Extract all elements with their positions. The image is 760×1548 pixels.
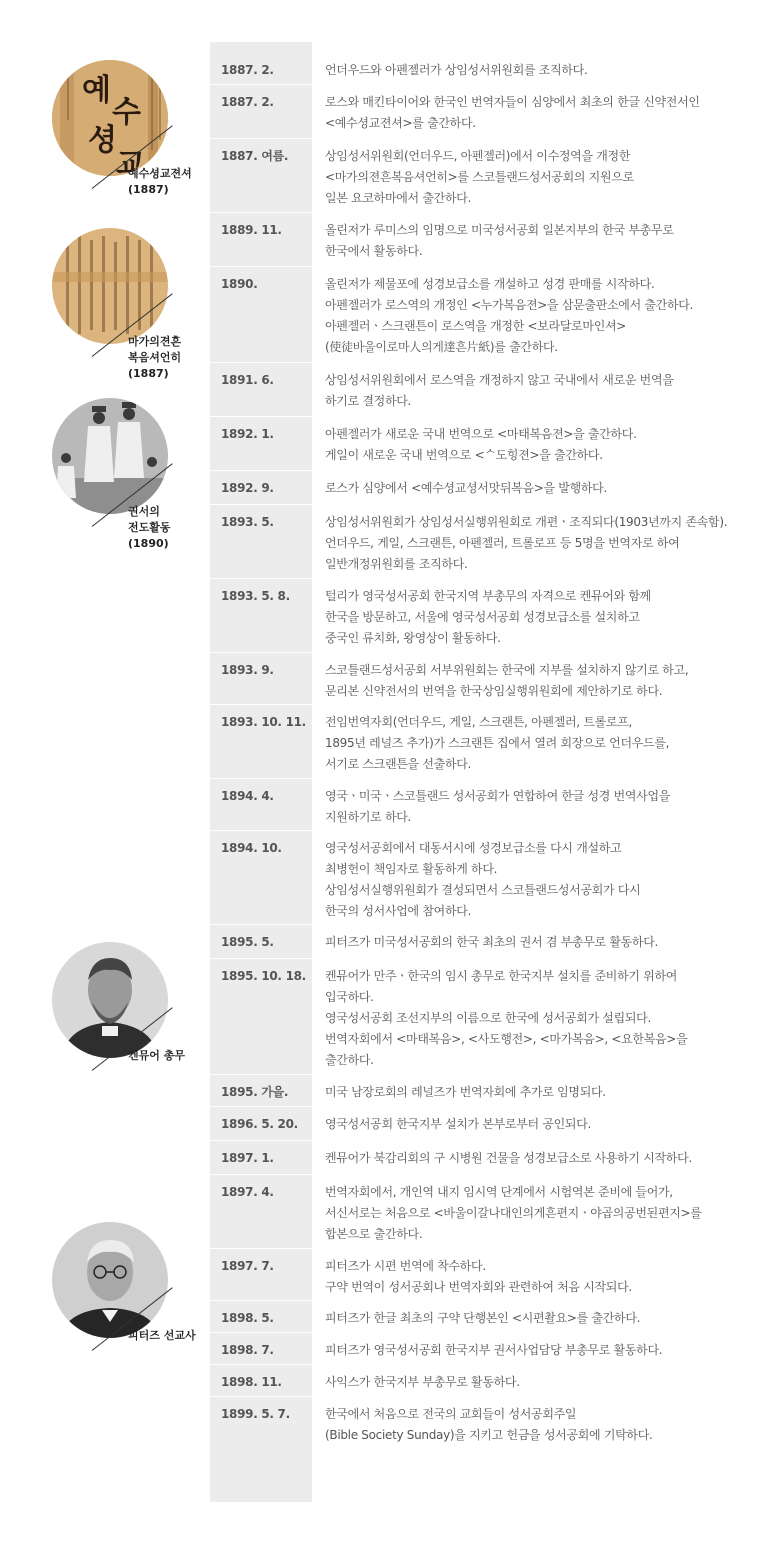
entry-text-line: 구약 번역이 성서공회나 번역자회와 관련하여 처음 시작되다. — [325, 1280, 632, 1294]
entry-text-line: 서신서로는 처음으로 <바울이갈나대인의게흔편지ㆍ야곱의공번된편지>를 — [325, 1206, 702, 1220]
entry-separator — [210, 958, 760, 959]
entry-text — [325, 478, 755, 499]
entry-text — [325, 1308, 755, 1329]
entry-text — [325, 1256, 755, 1298]
entry-separator — [210, 1332, 760, 1333]
entry-text-line: 한국에서 처음으로 전국의 교회들이 성서공회주일 — [325, 1407, 577, 1421]
entry-text-line: (使徒바울이로마人의게達흔片紙)를 출간하다. — [325, 340, 558, 354]
entry-date: 1892. 1. — [221, 427, 274, 441]
entry-separator — [210, 1364, 760, 1365]
entry-text-line: 아펜젤러가 새로운 국내 번역으로 <마태복음젼>을 출간하다. — [325, 427, 637, 441]
entry-text-line: 한국에서 활동하다. — [325, 244, 423, 258]
figure-caption: 마가의젼흔 복음셔언히 (1887) — [128, 335, 182, 380]
entry-text — [325, 1082, 755, 1103]
entry-text — [325, 838, 755, 922]
entry-text-line: 언더우드와 아펜젤러가 상임성서위원회를 조직하다. — [325, 63, 588, 77]
entry-separator — [210, 830, 760, 831]
entry-text — [325, 712, 755, 775]
entry-separator — [210, 212, 760, 213]
entry-text-line: 언더우드, 게일, 스크랜튼, 아펜젤러, 트롤로프 등 5명을 번역자로 하여 — [325, 536, 680, 550]
entry-separator — [210, 924, 760, 925]
entry-text — [325, 1114, 755, 1135]
entry-text — [325, 370, 755, 412]
entry-separator — [210, 1106, 760, 1107]
entry-text-line: 피터즈가 영국성서공회 한국지부 권서사업담당 부총무로 활동하다. — [325, 1343, 663, 1357]
figure-caption: 켄뮤어 총무 — [128, 1049, 185, 1062]
entry-date: 1895. 5. — [221, 935, 274, 949]
figure-caption: 피터즈 선교사 — [128, 1329, 196, 1342]
entry-date: 1887. 2. — [221, 95, 274, 109]
entry-separator — [210, 1140, 760, 1141]
entry-text — [325, 1404, 755, 1446]
entry-text — [325, 92, 755, 134]
entry-date: 1897. 1. — [221, 1151, 274, 1165]
entry-text-line: 하기로 결정하다. — [325, 394, 412, 408]
entry-text — [325, 424, 755, 466]
entry-date: 1891. 6. — [221, 373, 274, 387]
entry-separator — [210, 470, 760, 471]
entry-date: 1890. — [221, 277, 258, 291]
entry-date: 1897. 7. — [221, 1259, 274, 1273]
figure-caption: 예수셩교젼셔 (1887) — [128, 167, 192, 196]
entry-text-line: 영국ㆍ미국ㆍ스코틀랜드 성서공회가 연합하여 한글 성경 번역사업을 — [325, 789, 671, 803]
entry-separator — [210, 266, 760, 267]
entry-text — [325, 274, 755, 358]
entry-text — [325, 1182, 755, 1245]
entry-separator — [210, 362, 760, 363]
entry-text — [325, 60, 755, 81]
entry-date: 1898. 11. — [221, 1375, 282, 1389]
entry-separator — [210, 1300, 760, 1301]
entry-text-line: 한국을 방문하고, 서울에 영국성서공회 성경보급소를 설치하고 — [325, 610, 640, 624]
entry-text — [325, 966, 755, 1071]
entry-date: 1896. 5. 20. — [221, 1117, 298, 1131]
entry-separator — [210, 84, 760, 85]
entry-separator — [210, 1248, 760, 1249]
entry-text-line: 털리가 영국성서공회 한국지역 부총무의 자격으로 켄뮤어와 함께 — [325, 589, 651, 603]
entry-date: 1897. 4. — [221, 1185, 274, 1199]
entry-text-line: 중국인 류치화, 왕영상이 활동하다. — [325, 631, 501, 645]
entry-text-line: 로스가 심양에서 <예수셩교셩서맛뒤복음>을 발행하다. — [325, 481, 607, 495]
figure-caption: 권서의 전도활동 (1890) — [128, 505, 171, 550]
entry-text — [325, 512, 755, 575]
svg-text:수: 수 — [112, 95, 141, 130]
entry-text-line: 문리본 신약전서의 번역을 한국상임실행위원회에 제안하기로 하다. — [325, 684, 663, 698]
entry-text-line: 아펜젤러ㆍ스크랜튼이 로스역을 개정한 <보라달로마인셔> — [325, 319, 627, 333]
entry-text-line: 합본으로 출간하다. — [325, 1227, 423, 1241]
entry-text-line: 상임성서위원회(언더우드, 아펜젤러)에서 이수정역을 개정한 — [325, 149, 631, 163]
entry-text-line: 번역자회에서, 개인역 내지 임시역 단계에서 시험역본 준비에 들어가, — [325, 1185, 673, 1199]
svg-text:교: 교 — [116, 147, 145, 176]
entry-text — [325, 1372, 755, 1393]
entry-text-line: 스코틀랜드성서공회 서부위원회는 한국에 지부를 설치하지 않기로 하고, — [325, 663, 689, 677]
entry-text-line: 상임성서실행위원회가 결성되면서 스코틀랜드성서공회가 다시 — [325, 883, 641, 897]
entry-date: 1895. 10. 18. — [221, 969, 306, 983]
entry-text-line: 일반개정위원회를 조직하다. — [325, 557, 468, 571]
entry-text-line: 로스와 매킨타이어와 한국인 번역자들이 심양에서 최초의 한글 신약전서인 — [325, 95, 700, 109]
entry-separator — [210, 704, 760, 705]
entry-text-line: 일본 요코하마에서 출간하다. — [325, 191, 472, 205]
entry-text-line: 영국성서공회에서 대동서시에 성경보급소를 다시 개설하고 — [325, 841, 622, 855]
entry-date: 1887. 2. — [221, 63, 274, 77]
entry-date: 1893. 5. — [221, 515, 274, 529]
entry-text — [325, 660, 755, 702]
entry-date: 1889. 11. — [221, 223, 282, 237]
entry-separator — [210, 1396, 760, 1397]
entry-text-line: 상임성서위원회가 상임성서실행위원회로 개편ㆍ조직되다(1903년까지 존속함). — [325, 515, 728, 529]
entry-text-line: 켄뮤어가 북감리회의 구 시병원 건물을 성경보급소로 사용하기 시작하다. — [325, 1151, 692, 1165]
entry-text-line: 입국하다. — [325, 990, 374, 1004]
entry-date: 1898. 7. — [221, 1343, 274, 1357]
entry-text-line: 올린저가 루미스의 임명으로 미국성서공회 일본지부의 한국 부총무로 — [325, 223, 674, 237]
entry-text-line: <마가의젼흔복음셔언히>를 스코틀랜드성서공회의 지원으로 — [325, 170, 634, 184]
entry-date: 1893. 5. 8. — [221, 589, 290, 603]
entry-text-line: 켄뮤어가 만주ㆍ한국의 임시 총무로 한국지부 설치를 준비하기 위하여 — [325, 969, 678, 983]
entry-text-line: 최병헌이 책임자로 활동하게 하다. — [325, 862, 498, 876]
entry-text-line: 상임성서위원회에서 로스역을 개정하지 않고 국내에서 새로운 번역을 — [325, 373, 674, 387]
entry-date: 1895. 가을. — [221, 1085, 289, 1099]
entry-text — [325, 146, 755, 209]
entry-text-line: 피터즈가 한글 최초의 구약 단행본인 <시편촬요>를 출간하다. — [325, 1311, 641, 1325]
entry-date: 1892. 9. — [221, 481, 274, 495]
entry-text — [325, 586, 755, 649]
entry-text-line: 전임번역자회(언더우드, 게일, 스크랜튼, 아펜젤러, 트롤로프, — [325, 715, 633, 729]
entry-text-line: 사익스가 한국지부 부총무로 활동하다. — [325, 1375, 520, 1389]
entry-text — [325, 932, 755, 953]
entry-text-line: 지원하기로 하다. — [325, 810, 412, 824]
entry-text-line: 게일이 새로운 국내 번역으로 <ᄉ도힝젼>을 출간하다. — [325, 448, 603, 462]
entry-text-line: 출간하다. — [325, 1053, 374, 1067]
entry-separator — [210, 138, 760, 139]
entry-date: 1894. 10. — [221, 841, 282, 855]
entry-separator — [210, 578, 760, 579]
entry-text — [325, 1148, 755, 1169]
entry-date: 1898. 5. — [221, 1311, 274, 1325]
entry-text-line: 번역자회에서 <마태복음>, <사도행전>, <마가복음>, <요한복음>을 — [325, 1032, 688, 1046]
entry-text-line: 올린저가 제물포에 성경보급소를 개설하고 성경 판매를 시작하다. — [325, 277, 655, 291]
entry-separator — [210, 778, 760, 779]
entry-text-line: 한국의 성서사업에 참여하다. — [325, 904, 472, 918]
entry-text-line: 1895년 레널즈 추가)가 스크랜튼 집에서 열려 회장으로 언더우드를, — [325, 736, 670, 750]
entry-text-line: <예수셩교젼셔>를 출간하다. — [325, 116, 476, 130]
entry-text — [325, 1340, 755, 1361]
entry-date: 1894. 4. — [221, 789, 274, 803]
entry-text-line: 영국성서공회 한국지부 설치가 본부로부터 공인되다. — [325, 1117, 591, 1131]
entry-date: 1899. 5. 7. — [221, 1407, 290, 1421]
svg-text:셩: 셩 — [88, 123, 117, 158]
entry-separator — [210, 1074, 760, 1075]
entry-separator — [210, 416, 760, 417]
entry-separator — [210, 504, 760, 505]
entry-text-line: 서기로 스크랜튼을 선출하다. — [325, 757, 472, 771]
entry-text-line: 피터즈가 미국성서공회의 한국 최초의 권서 겸 부총무로 활동하다. — [325, 935, 659, 949]
entry-separator — [210, 1174, 760, 1175]
entry-text-line: 미국 남장로회의 레널즈가 번역자회에 추가로 임명되다. — [325, 1085, 606, 1099]
entry-text-line: (Bible Society Sunday)을 지키고 헌금을 성서공회에 기탁하다. — [325, 1428, 653, 1442]
entry-date: 1893. 10. 11. — [221, 715, 306, 729]
entry-text-line: 피터즈가 시편 번역에 착수하다. — [325, 1259, 486, 1273]
entry-text-line: 영국성서공회 조선지부의 이름으로 한국에 성서공회가 설립되다. — [325, 1011, 651, 1025]
entry-text — [325, 786, 755, 828]
svg-text:예: 예 — [82, 73, 111, 108]
entry-text-line: 아펜젤러가 로스역의 개정인 <누가복음젼>을 삼문출판소에서 출간하다. — [325, 298, 694, 312]
entry-date: 1893. 9. — [221, 663, 274, 677]
entry-text — [325, 220, 755, 262]
entry-date: 1887. 여름. — [221, 149, 289, 163]
entry-separator — [210, 652, 760, 653]
